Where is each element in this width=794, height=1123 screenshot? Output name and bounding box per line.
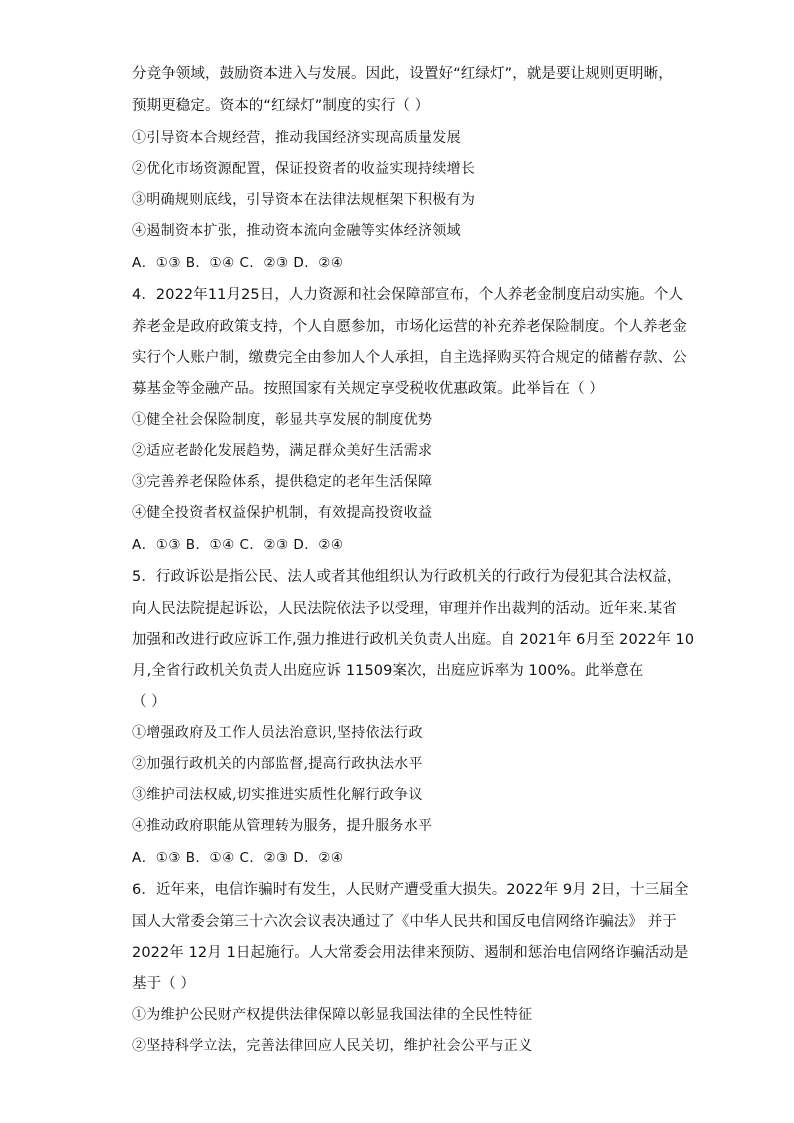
q3-stem-line-2: 预期更稳定。资本的“红绿灯”制度的实行（ ）	[132, 98, 430, 114]
q4-option-3: ③完善养老保险体系，提供稳定的老年生活保障	[132, 474, 433, 490]
q3-answer-choices: A．①③ B．①④ C．②③ D．②④	[132, 255, 344, 271]
q5-answer-choices: A．①③ B．①④ C．②③ D．②④	[132, 850, 344, 866]
q3-option-2: ②优化市场资源配置，保证投资者的收益实现持续增长	[132, 161, 476, 177]
q3-option-3: ③明确规则底线，引导资本在法律法规框架下积极有为	[132, 192, 476, 208]
q3-option-1: ①引导资本合规经营，推动我国经济实现高质量发展	[132, 130, 461, 146]
q5-stem-line-1: 5．行政诉讼是指公民、法人或者其他组织认为行政机关的行政行为侵犯其合法权益，	[132, 569, 682, 585]
q5-stem-line-3: 加强和改进行政应诉工作,强力推进行政机关负责人出庭。自 2021年 6月至 2022年 10	[132, 632, 695, 648]
q4-stem-line-3: 实行个人账户制，缴费完全由参加人个人承担，自主选择购买符合规定的储蓄存款、公	[132, 350, 687, 366]
q6-stem-line-3: 2022年 12月 1日起施行。人大常委会用法律来预防、遏制和惩治电信网络诈骗活动是	[132, 945, 689, 961]
q5-option-3: ③维护司法权威,切实推进实质性化解行政争议	[132, 787, 423, 803]
q4-option-1: ①健全社会保险制度，彰显共享发展的制度优势	[132, 412, 433, 428]
q6-stem-line-2: 国人大常委会第三十六次会议表决通过了《中华人民共和国反电信网络诈骗法》 并于	[132, 914, 677, 930]
q4-option-4: ④健全投资者权益保护机制，有效提高投资收益	[132, 505, 433, 521]
q4-stem-line-1: 4．2022年11月25日，人力资源和社会保障部宣布，个人养老金制度启动实施。个人	[132, 287, 684, 303]
q3-option-4: ④遏制资本扩张，推动资本流向金融等实体经济领域	[132, 223, 461, 239]
q6-option-2: ②坚持科学立法，完善法律回应人民关切，维护社会公平与正义	[132, 1038, 533, 1054]
q5-stem-line-5: （ ）	[132, 694, 166, 710]
q4-stem-line-4: 募基金等金融产品。按照国家有关规定享受税收优惠政策。此举旨在（ ）	[132, 381, 604, 397]
q5-option-2: ②加强行政机关的内部监督,提高行政执法水平	[132, 756, 423, 772]
q5-stem-line-2: 向人民法院提起诉讼，人民法院依法予以受理，审理并作出裁判的活动。近年来.某省	[132, 601, 677, 617]
q5-stem-line-4: 月,全省行政机关负责人出庭应诉 11509案次，出庭应诉率为 100%。此举意在	[132, 663, 644, 679]
q6-stem-line-1: 6．近年来，电信诈骗时有发生，人民财产遭受重大损失。2022年 9月 2日，十三届全	[132, 882, 689, 898]
q5-option-4: ④推动政府职能从管理转为服务，提升服务水平	[132, 818, 433, 834]
q6-stem-line-4: 基于（ ）	[132, 976, 196, 992]
q6-option-1: ①为维护公民财产权提供法律保障以彰显我国法律的全民性特征	[132, 1007, 533, 1023]
q3-stem-line-1: 分竞争领域，鼓励资本进入与发展。因此，设置好“红绿灯”，就是要让规则更明晰，	[132, 66, 673, 82]
q4-answer-choices: A．①③ B．①④ C．②③ D．②④	[132, 537, 344, 553]
q4-option-2: ②适应老龄化发展趋势，满足群众美好生活需求	[132, 443, 433, 459]
q5-option-1: ①增强政府及工作人员法治意识,坚持依法行政	[132, 725, 423, 741]
q4-stem-line-2: 养老金是政府政策支持，个人自愿参加，市场化运营的补充养老保险制度。个人养老金	[132, 319, 687, 335]
